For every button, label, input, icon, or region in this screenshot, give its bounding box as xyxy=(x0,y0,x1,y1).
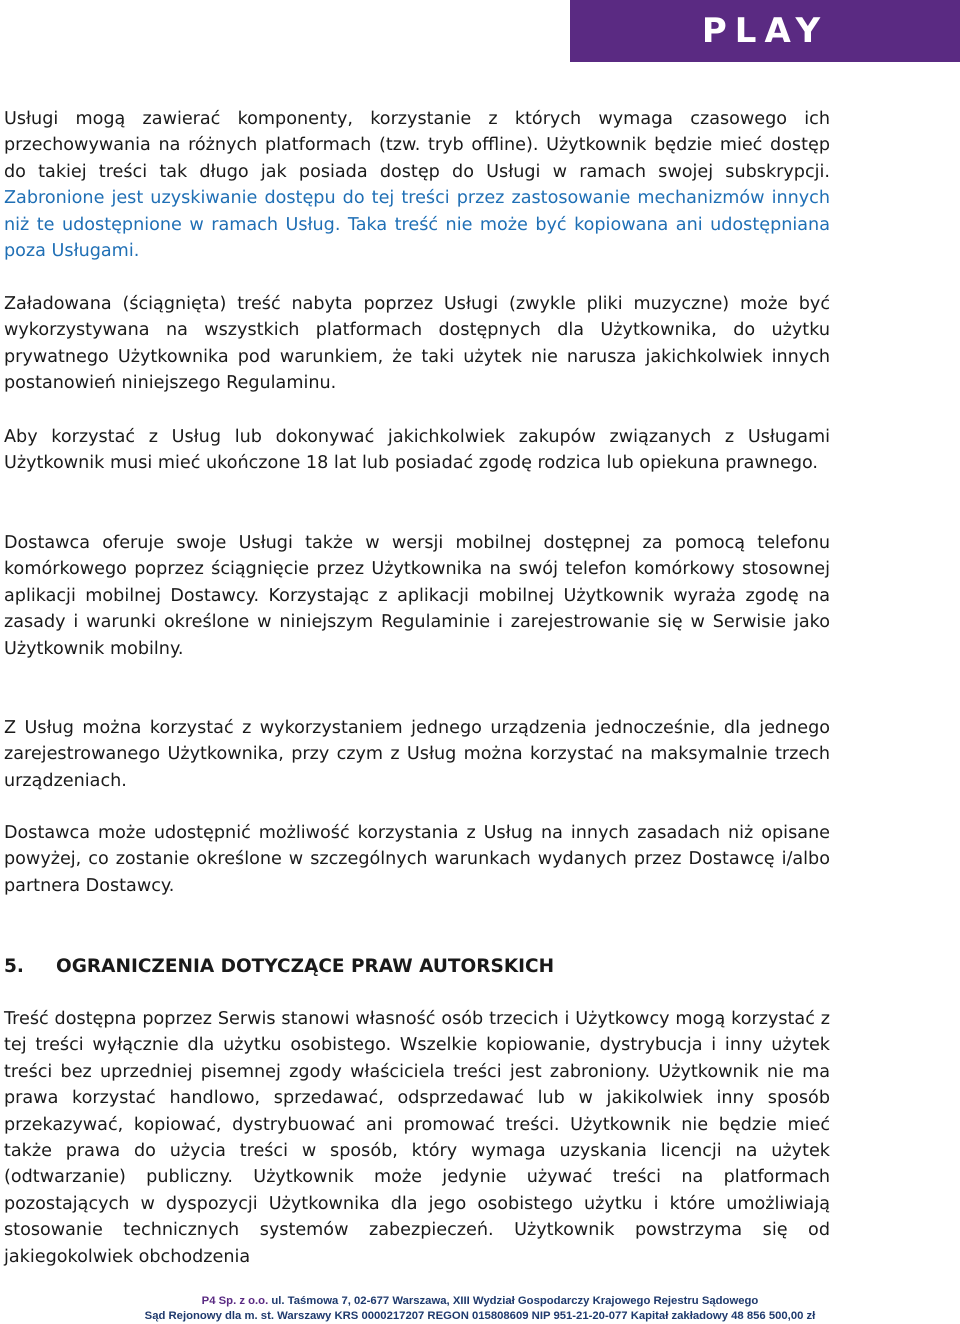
footer-company: P4 Sp. z o.o. xyxy=(201,1295,269,1307)
paragraph-age-requirement: Aby korzystać z Usług lub dokonywać jakichkolwiek zakupów związanych z Usługami Użytkownik musi mieć ukończone 18 lat lub posiadać zgodę rodzica lub opiekuna prawnego. xyxy=(4,427,830,474)
paragraph-other-terms: Dostawca może udostępnić możliwość korzystania z Usług na innych zasadach niż opisane powyżej, co zostanie określone w szczególnych warunkach wydanych przez Dostawcę i/albo partnera Dostawcy. xyxy=(4,823,830,896)
section-title: OGRANICZENIA DOTYCZĄCE PRAW AUTORSKICH xyxy=(56,956,555,977)
paragraph-downloaded-content: Załadowana (ściągnięta) treść nabyta poprzez Usługi (zwykle pliki muzyczne) może być wykorzystywana na wszystkich platformach dostępnych dla Użytkownika, do użytku prywatnego Użytkownika pod warunkiem, że taki użytek nie narusza jakichkolwiek innych postanowień niniejszego Regulaminu. xyxy=(4,294,830,394)
footer-line-1 xyxy=(0,1294,960,1309)
section-number: 5. xyxy=(4,956,24,977)
footer-line-2: Sąd Rejonowy dla m. st. Warszawy KRS 0000217207 REGON 015808609 NIP 951-21-20-077 Kapitał zakładowy 48 856 500,00 zł xyxy=(144,1310,816,1322)
play-logo-text: PLAY xyxy=(701,11,829,51)
paragraph-offline-restriction: Zabronione jest uzyskiwanie dostępu do tej treści przez zastosowanie mechanizmów innych niż te udostępnione w ramach Usług. Taka treść nie może być kopiowana ani udostępniana poza Usługami. xyxy=(4,188,830,262)
play-logo xyxy=(570,0,960,62)
paragraph-device-limit: Z Usług można korzystać z wykorzystaniem jednego urządzenia jednocześnie, dla jednego zarejestrowanego Użytkownika, przy czym z Usług można korzystać na maksymalnie trzech urządzeniach. xyxy=(4,718,830,791)
paragraph-copyright: Treść dostępna poprzez Serwis stanowi własność osób trzecich i Użytkowcy mogą korzystać z tej treści wyłącznie dla użytku osobistego. Wszelkie kopiowanie, dystrybucja i inny użytek treści bez uprzedniej pisemnej zgody właściciela treści jest zabroniony. Użytkownik nie ma prawa korzystać handlowo, sprzedawać, odsprzedawać lub w jakikolwiek inny sposób przekazywać, kopiować, dystrybuować ani promować treści. Użytkownik nie będzie mieć także prawa do użycia treści w sposób, który wymaga uzyskania licencji na użytek (odtwarzanie) publiczny. Użytkownik może jedynie używać treści na platformach pozostających w dyspozycji Użytkownika dla jego osobistego użytku i które umożliwiają stosowanie technicznych systemów zabezpieczeń. Użytkownik powstrzyma się od jakiegokolwiek obchodzenia xyxy=(4,1009,830,1267)
footer-address: ul. Taśmowa 7, 02-677 Warszawa, XIII Wydział Gospodarczy Krajowego Rejestru Sądowego xyxy=(268,1295,759,1307)
paragraph-offline-content xyxy=(4,106,830,264)
paragraph-offline-text: Usługi mogą zawierać komponenty, korzystanie z których wymaga czasowego ich przechowywania na różnych platformach (tzw. tryb offline). Użytkownik będzie mieć dostęp do takiej treści tak długo jak posiada dostęp do Usługi w ramach swojej subskrypcji. xyxy=(4,109,830,182)
page-footer xyxy=(0,1294,960,1324)
paragraph-mobile-version: Dostawca oferuje swoje Usługi także w wersji mobilnej dostępnej za pomocą telefonu komórkowego poprzez ściągnięcie przez Użytkownika na swój telefon komórkowy stosownej aplikacji mobilnej Dostawcy. Korzystając z aplikacji mobilnej Użytkownik wyraża zgodę na zasady i warunki określone w niniejszym Regulaminie i zarejestrowanie się w Serwisie jako Użytkownik mobilny. xyxy=(4,533,830,659)
section-heading xyxy=(4,954,554,980)
